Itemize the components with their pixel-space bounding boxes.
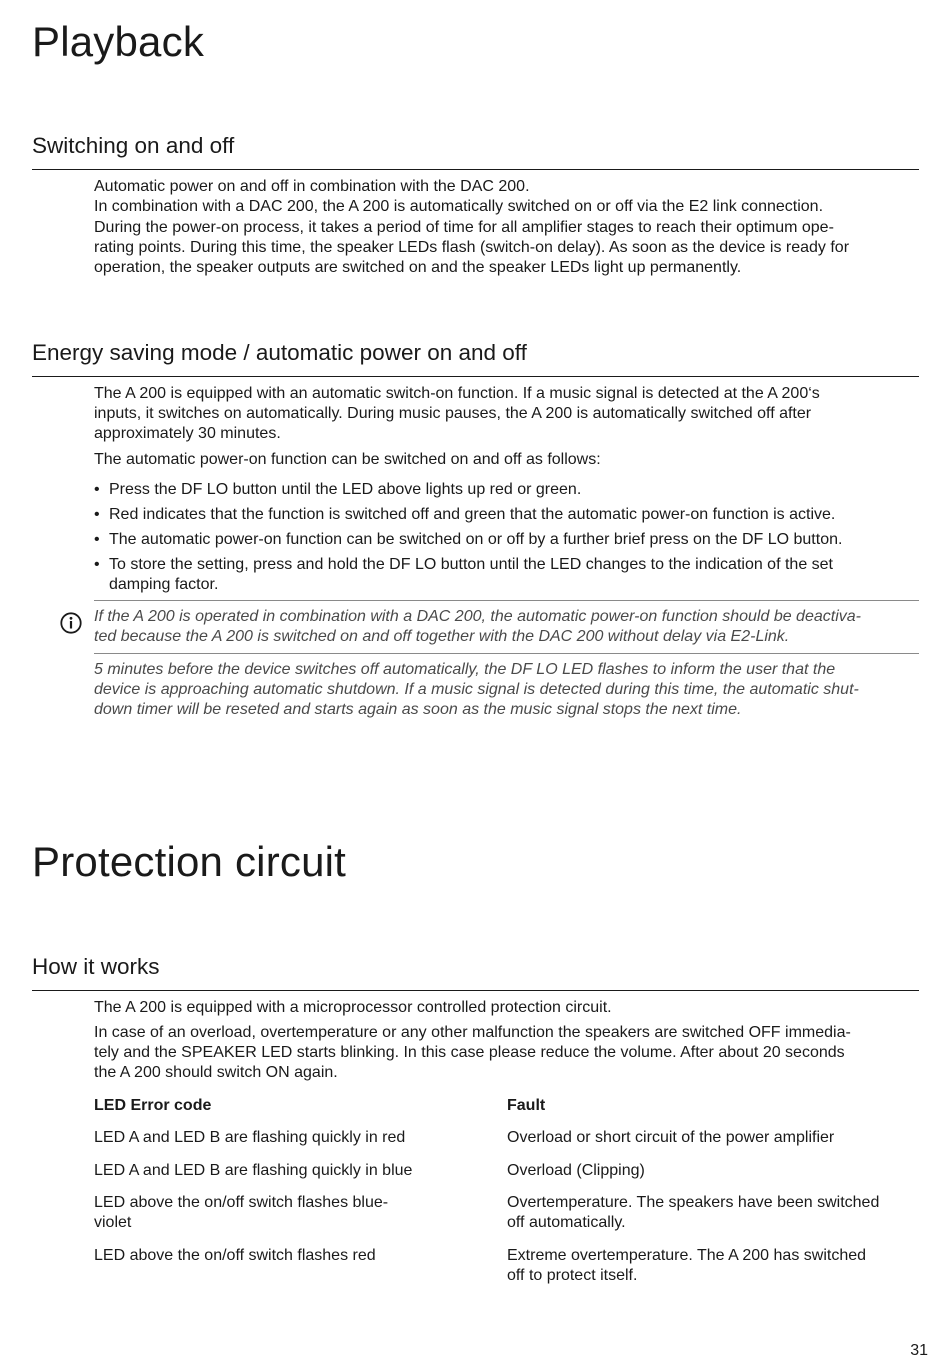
note-line: ted because the A 200 is switched on and off together with the DAC 200 without delay via E2-Link. bbox=[94, 628, 790, 645]
paragraph: The A 200 is equipped with a microprocessor controlled protection circuit. bbox=[94, 999, 612, 1016]
paragraph-line: In case of an overload, overtemperature or any other malfunction the speakers are switched OFF immedia- bbox=[94, 1024, 851, 1041]
paragraph-line: the A 200 should switch ON again. bbox=[94, 1064, 338, 1081]
table-cell-code: LED A and LED B are flashing quickly in red bbox=[94, 1129, 406, 1146]
paragraph-line: rating points. During this time, the speaker LEDs flash (switch-on delay). As soon as the device is ready for bbox=[94, 239, 850, 256]
section-rule bbox=[32, 376, 919, 377]
table-cell-code: LED A and LED B are flashing quickly in blue bbox=[94, 1162, 413, 1179]
table-cell-code: violet bbox=[94, 1214, 132, 1231]
paragraph-line: tely and the SPEAKER LED starts blinking. In this case please reduce the volume. After about 20 seconds bbox=[94, 1044, 845, 1061]
paragraph-line: The A 200 is equipped with an automatic switch-on function. If a music signal is detected at the A 200‘s bbox=[94, 385, 820, 402]
list-item: • Press the DF LO button until the LED above lights up red or green. bbox=[94, 480, 924, 500]
list-item: • Red indicates that the function is switched off and green that the automatic power-on function is active. bbox=[94, 505, 924, 525]
page-number: 31 bbox=[910, 1342, 928, 1359]
table-cell-fault: off to protect itself. bbox=[507, 1267, 638, 1284]
note-line: device is approaching automatic shutdown. If a music signal is detected during this time, the automatic shut- bbox=[94, 681, 859, 698]
heading-how-it-works: How it works bbox=[32, 954, 160, 979]
list-item: • The automatic power-on function can be switched on or off by a further brief press on the DF LO button. bbox=[94, 530, 924, 550]
table-cell-code: LED above the on/off switch flashes red bbox=[94, 1247, 376, 1264]
section-rule bbox=[32, 990, 919, 991]
table-cell-fault: Overload or short circuit of the power amplifier bbox=[507, 1129, 835, 1146]
heading-energy-saving: Energy saving mode / automatic power on and off bbox=[32, 340, 527, 365]
paragraph-line: operation, the speaker outputs are switched on and the speaker LEDs light up permanently. bbox=[94, 259, 742, 276]
table-header-led-error-code: LED Error code bbox=[94, 1097, 212, 1114]
heading-switching: Switching on and off bbox=[32, 133, 235, 158]
table-cell-fault: off automatically. bbox=[507, 1214, 626, 1231]
table-cell-code: LED above the on/off switch flashes blue- bbox=[94, 1194, 389, 1211]
note-divider bbox=[94, 600, 919, 601]
list-item-continuation: damping factor. bbox=[109, 576, 219, 593]
paragraph: In combination with a DAC 200, the A 200 is automatically switched on or off via the E2 link connection. bbox=[94, 198, 824, 215]
page-title-protection: Protection circuit bbox=[32, 838, 347, 885]
paragraph: Automatic power on and off in combination with the DAC 200. bbox=[94, 178, 530, 195]
table-header-fault: Fault bbox=[507, 1097, 546, 1114]
paragraph-line: approximately 30 minutes. bbox=[94, 425, 281, 442]
list-item: • To store the setting, press and hold the DF LO button until the LED changes to the indication of the set bbox=[94, 555, 924, 575]
paragraph: The automatic power-on function can be switched on and off as follows: bbox=[94, 451, 601, 468]
paragraph-line: During the power-on process, it takes a period of time for all amplifier stages to reach their optimum ope- bbox=[94, 219, 834, 236]
paragraph-line: inputs, it switches on automatically. During music pauses, the A 200 is automatically switched off after bbox=[94, 405, 812, 422]
note-line: If the A 200 is operated in combination with a DAC 200, the automatic power-on function should be deactiva- bbox=[94, 608, 861, 625]
note-line: down timer will be reseted and starts again as soon as the music signal stops the next time. bbox=[94, 701, 742, 718]
section-rule bbox=[32, 169, 919, 170]
page-title-playback: Playback bbox=[32, 18, 205, 65]
table-cell-fault: Overload (Clipping) bbox=[507, 1162, 645, 1179]
note-line: 5 minutes before the device switches off automatically, the DF LO LED flashes to inform the user that the bbox=[94, 661, 836, 678]
table-cell-fault: Extreme overtemperature. The A 200 has switched bbox=[507, 1247, 867, 1264]
note-divider bbox=[94, 653, 919, 654]
info-icon bbox=[60, 612, 82, 634]
table-cell-fault: Overtemperature. The speakers have been switched bbox=[507, 1194, 880, 1211]
